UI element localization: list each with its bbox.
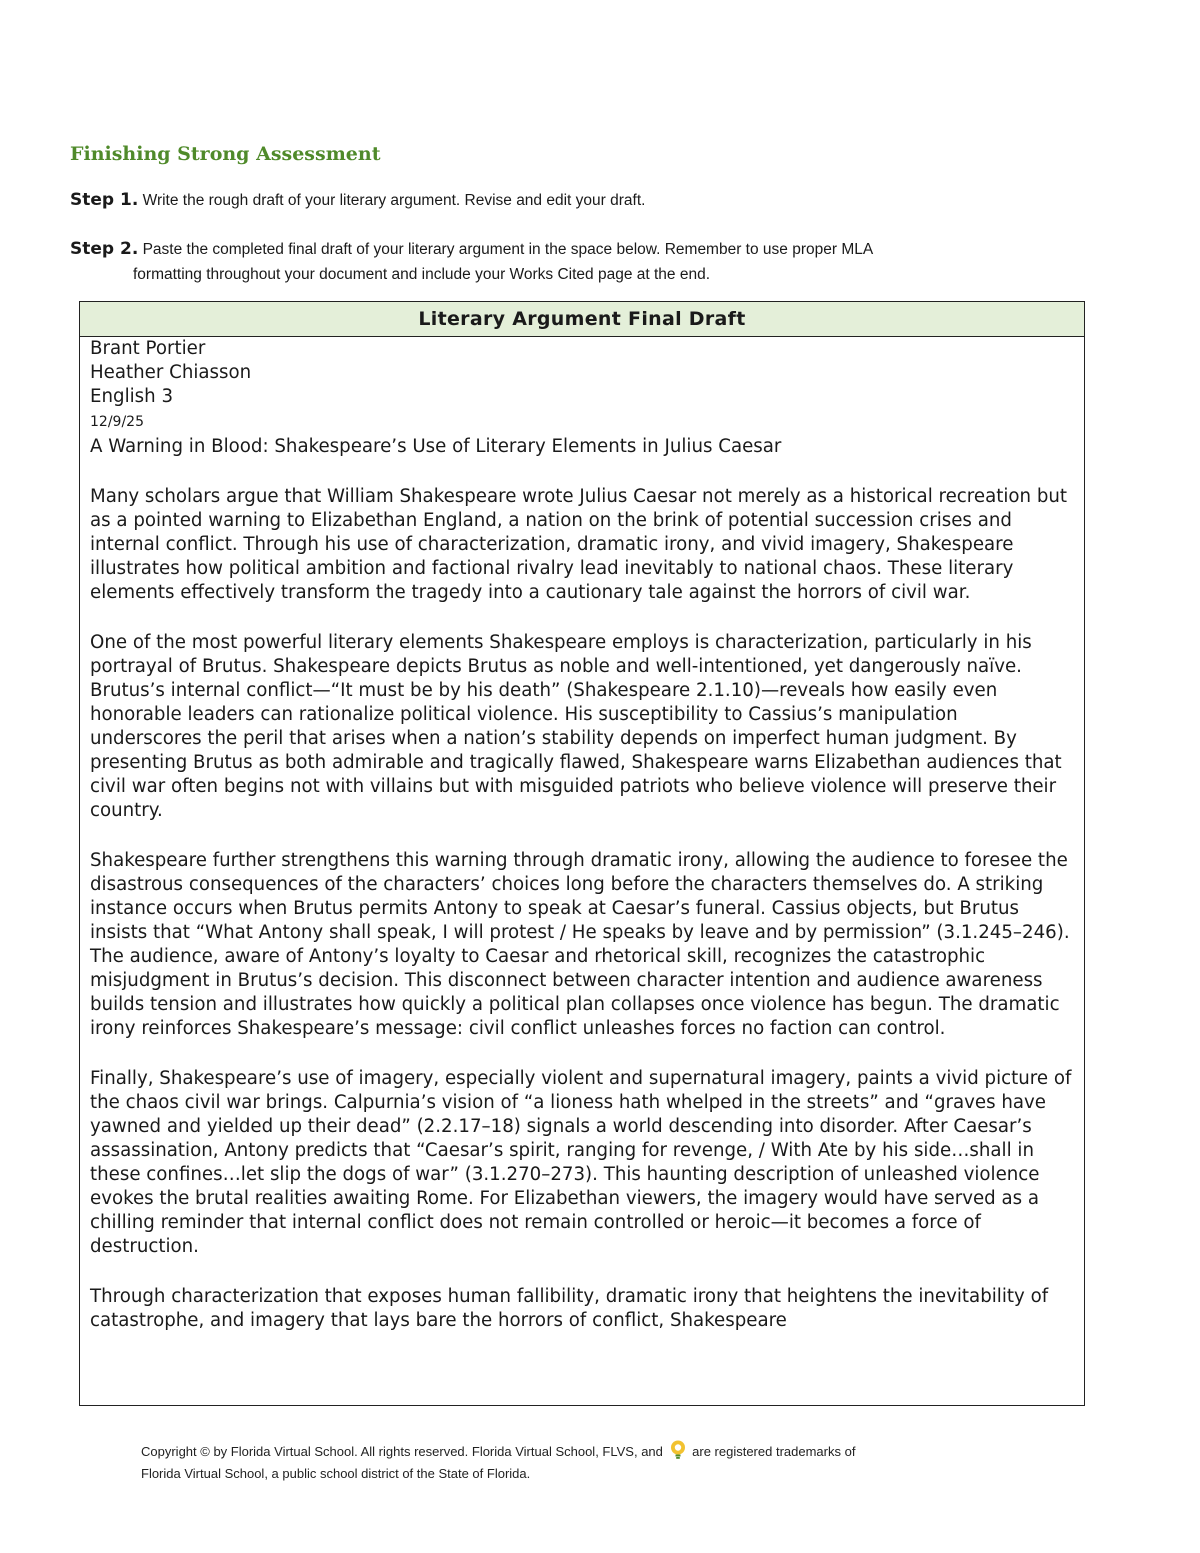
step-1-label: Step 1. xyxy=(70,190,139,210)
flvs-lightbulb-logo-icon xyxy=(669,1440,687,1460)
step-1-instruction xyxy=(70,188,645,213)
essay-paragraph: One of the most powerful literary elements Shakespeare employs is characterization, particularly in his portrayal of Brutus. Shakespeare depicts Brutus as noble and well-intentioned, yet dangerously naïve. Brutus’s internal conflict—“It must be by his death” (Shakespeare 2.1.10)—reveals how easily even honorable leaders can rationalize political violence. His susceptibility to Cassius’s manipulation underscores the peril that arises when a nation’s stability depends on imperfect human judgment. By presenting Brutus as both admirable and tragically flawed, Shakespeare warns Elizabethan audiences that civil war often begins not with villains but with misguided patriots who believe violence will preserve their country. xyxy=(90,632,1062,821)
copyright-text-line2: Florida Virtual School, a public school district of the State of Florida. xyxy=(141,1466,531,1481)
final-draft-content[interactable] xyxy=(80,337,1084,1333)
step-2-instruction xyxy=(70,237,873,287)
final-draft-table-header: Literary Argument Final Draft xyxy=(80,302,1084,337)
copyright-text-part1: Copyright © by Florida Virtual School. All rights reserved. Florida Virtual School, FLVS, and xyxy=(141,1444,663,1459)
student-name: Brant Portier xyxy=(90,338,206,359)
step-1-text: Write the rough draft of your literary argument. Revise and edit your draft. xyxy=(142,192,646,209)
course-name: English 3 xyxy=(90,386,174,407)
essay-title: A Warning in Blood: Shakespeare’s Use of Literary Elements in Julius Caesar xyxy=(90,436,782,457)
essay-paragraph: Finally, Shakespeare’s use of imagery, especially violent and supernatural imagery, paints a vivid picture of the chaos civil war brings. Calpurnia’s vision of “a lioness hath whelped in the streets” and “graves have yawned and yielded up their dead” (2.2.17–18) signals a world descending into disorder. After Caesar’s assassination, Antony predicts that “Caesar’s spirit, ranging for revenge, / With Ate by his side…shall in these confines…let slip the dogs of war” (3.1.270–273). This haunting description of unleashed violence evokes the brutal realities awaiting Rome. For Elizabethan viewers, the imagery would have served as a chilling reminder that internal conflict does not remain controlled or heroic—it becomes a force of destruction. xyxy=(90,1068,1072,1257)
final-draft-table xyxy=(79,301,1085,1406)
essay-date: 12/9/25 xyxy=(90,414,144,430)
copyright-footer xyxy=(141,1440,855,1485)
essay-paragraph: Shakespeare further strengthens this warning through dramatic irony, allowing the audience to foresee the disastrous consequences of the characters’ choices long before the characters themselves do. A striking instance occurs when Brutus permits Antony to speak at Caesar’s funeral. Cassius objects, but Brutus insists that “What Antony shall speak, I will protest / He speaks by leave and by permission” (3.1.245–246). The audience, aware of Antony’s loyalty to Caesar and rhetorical skill, recognizes the catastrophic misjudgment in Brutus’s decision. This disconnect between character intention and audience awareness builds tension and illustrates how quickly a political plan collapses once violence has begun. The dramatic irony reinforces Shakespeare’s message: civil conflict unleashes forces no faction can control. xyxy=(90,850,1070,1039)
step-2-text-line2: formatting throughout your document and include your Works Cited page at the end. xyxy=(133,266,711,283)
copyright-text-part2: are registered trademarks of xyxy=(692,1444,856,1459)
step-2-text-line1: Paste the completed final draft of your literary argument in the space below. Remember to use proper MLA xyxy=(142,241,874,258)
assessment-heading: Finishing Strong Assessment xyxy=(70,143,381,165)
essay-paragraph: Many scholars argue that William Shakespeare wrote Julius Caesar not merely as a historical recreation but as a pointed warning to Elizabethan England, a nation on the brink of potential succession crises and internal conflict. Through his use of characterization, dramatic irony, and vivid imagery, Shakespeare illustrates how political ambition and factional rivalry lead inevitably to national chaos. These literary elements effectively transform the tragedy into a cautionary tale against the horrors of civil war. xyxy=(90,486,1068,603)
step-2-label: Step 2. xyxy=(70,239,139,259)
essay-paragraph: Through characterization that exposes human fallibility, dramatic irony that heightens the inevitability of catastrophe, and imagery that lays bare the horrors of conflict, Shakespeare xyxy=(90,1286,1049,1331)
teacher-name: Heather Chiasson xyxy=(90,362,252,383)
